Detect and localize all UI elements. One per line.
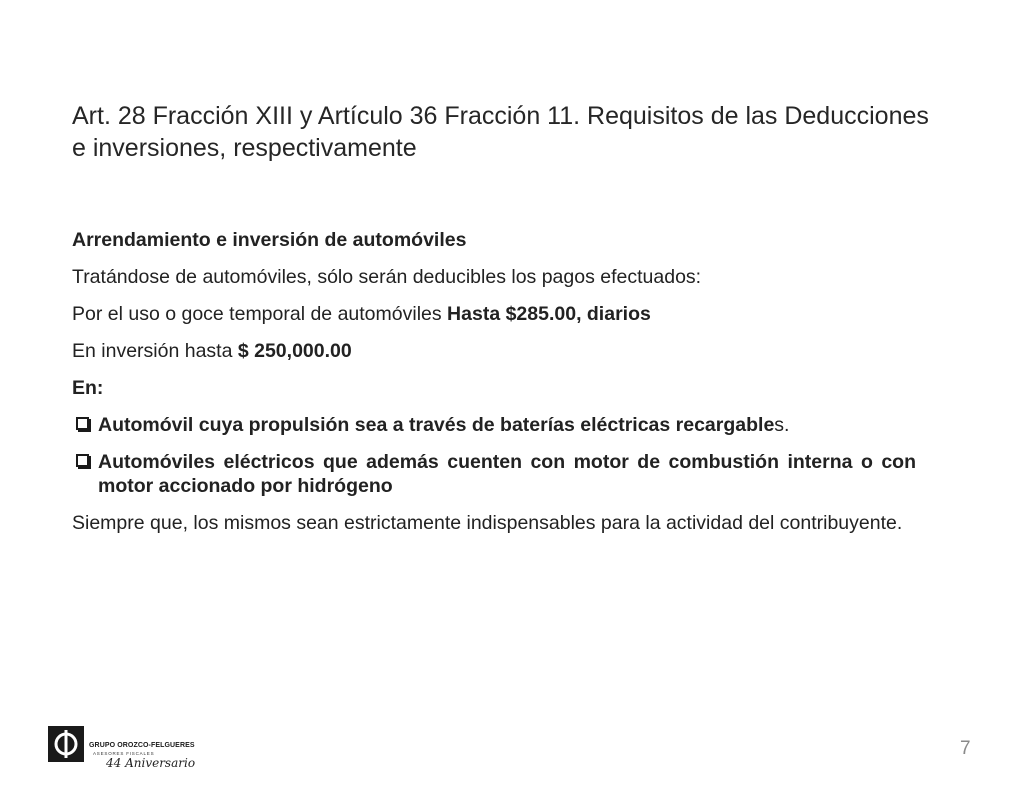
page-number: 7 — [960, 738, 971, 759]
use-limit-text — [72, 302, 916, 326]
section-heading-text: Arrendamiento e inversión de automóviles — [72, 229, 467, 251]
use-limit-amount: Hasta $285.00, diarios — [447, 303, 651, 325]
investment-limit-amount: $ 250,000.00 — [237, 340, 352, 362]
en-label — [72, 376, 916, 400]
use-limit-prefix: Por el uso o goce temporal de automóviles — [72, 303, 448, 325]
checkbox-bullet-icon — [76, 454, 89, 467]
slide-title: Art. 28 Fracción XIII y Artículo 36 Fracción 11. Requisitos de las Deducciones e inversiones, respectivamente — [72, 102, 929, 162]
logo-company-name: GRUPO OROZCO-FELGUERES — [89, 742, 195, 749]
closing-text: Siempre que, los mismos sean estrictamente indispensables para la actividad del contribuyente. — [72, 512, 903, 534]
logo-anniversary: 44 Aniversario — [106, 756, 196, 770]
section-heading — [72, 228, 916, 252]
slide-body — [72, 228, 916, 548]
investment-limit-text — [72, 339, 916, 363]
intro-text: Tratándose de automóviles, sólo serán deducibles los pagos efectuados: — [72, 266, 702, 288]
bullet-item-text: Automóviles eléctricos que además cuenten con motor de combustión interna o con motor accionado por hidrógeno — [98, 451, 916, 497]
checkbox-bullet-icon — [76, 417, 89, 430]
bullet-item-electric — [72, 450, 916, 498]
en-label-text: En: — [72, 377, 104, 399]
bullet-item-text: Automóvil cuya propulsión sea a través de baterías eléctricas recargable — [98, 414, 775, 436]
phi-logo-icon — [48, 726, 84, 762]
investment-limit-prefix: En inversión hasta — [72, 340, 238, 362]
bullet-item-suffix: s. — [774, 414, 790, 436]
bullet-item-batteries — [72, 413, 916, 437]
logo-subtitle: ASESORES FISCALES — [93, 751, 155, 756]
company-logo — [48, 722, 208, 774]
